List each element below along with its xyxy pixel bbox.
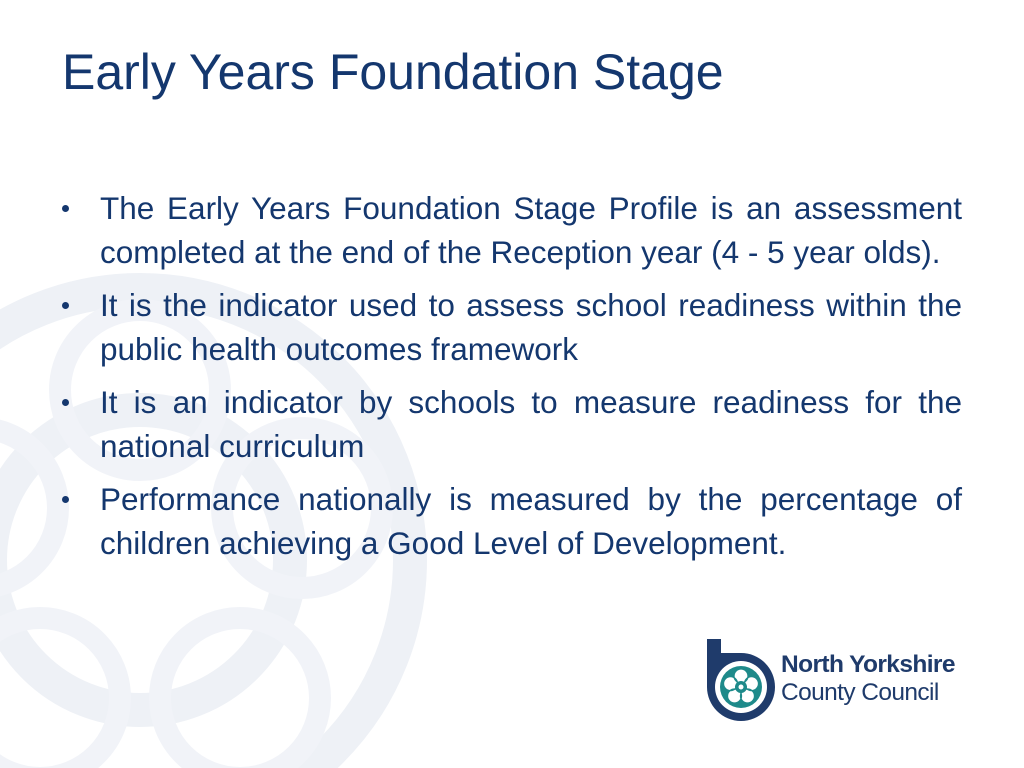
bullet-item [62, 283, 962, 371]
bullet-text: It is an indicator by schools to measure readiness for the national curriculum [100, 384, 962, 464]
logo-line-county-council: County Council [781, 679, 939, 706]
bullet-dot-icon [62, 205, 69, 212]
logo-wordmark [781, 651, 955, 707]
bullet-text: It is the indicator used to assess school readiness within the public health outcomes framework [100, 287, 962, 367]
bullet-list [62, 186, 962, 574]
bullet-dot-icon [62, 496, 69, 503]
bullet-item [62, 380, 962, 468]
bullet-dot-icon [62, 399, 69, 406]
bullet-text: Performance nationally is measured by the percentage of children achieving a Good Level of Development. [100, 481, 962, 561]
bullet-text: The Early Years Foundation Stage Profile is an assessment completed at the end of the Reception year (4 - 5 year olds). [100, 190, 962, 270]
bullet-item [62, 477, 962, 565]
slide-title: Early Years Foundation Stage [62, 44, 724, 100]
council-logo [699, 639, 989, 725]
bullet-dot-icon [62, 302, 69, 309]
yorkshire-rose-icon [699, 639, 775, 725]
logo-line-north-yorkshire: North Yorkshire [781, 651, 955, 678]
bullet-item [62, 186, 962, 274]
